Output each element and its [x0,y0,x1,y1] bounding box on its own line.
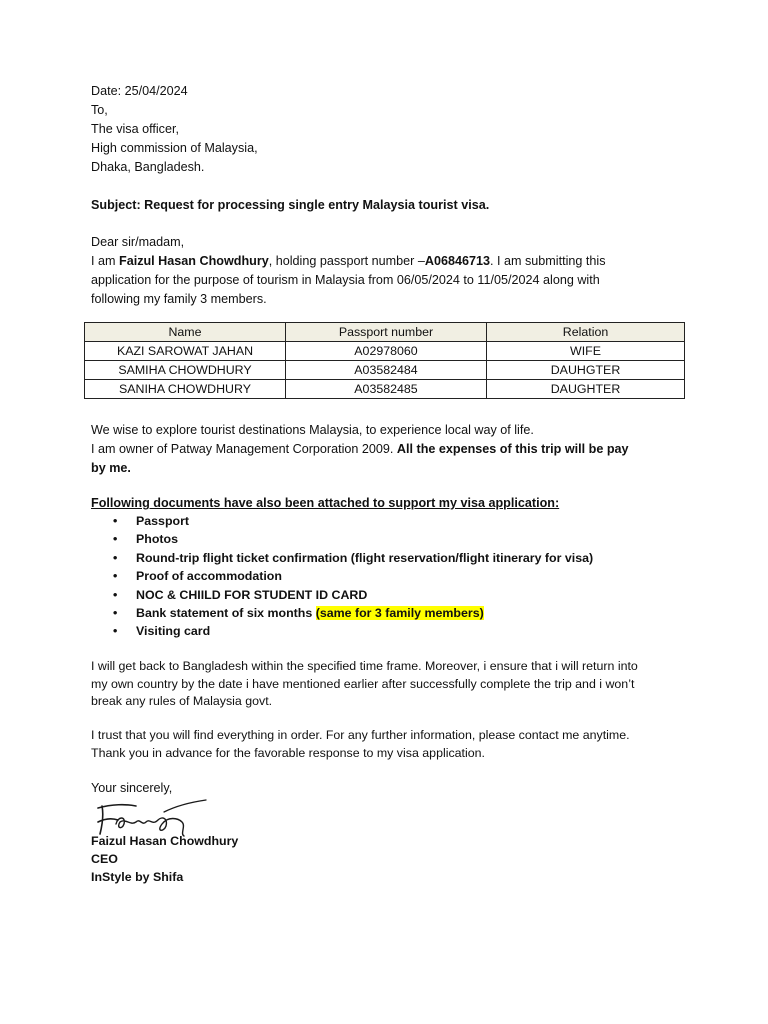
applicant-name: Faizul Hasan Chowdhury [119,254,269,268]
header-name: Name [85,323,286,342]
letter-date: Date: 25/04/2024 [91,84,188,98]
letter-to: To, [91,103,108,117]
highlighted-note: (same for 3 family members) [315,606,484,621]
list-item [91,604,711,622]
expenses-statement: All the expenses of this trip will be pay [396,442,629,456]
list-item [91,586,711,604]
member-passport: A03582484 [286,361,487,380]
bullet-icon: • [113,606,118,621]
bullet-icon: • [113,569,118,584]
header-relation: Relation [487,323,685,342]
bullet-icon: • [113,550,118,565]
signer-name: Faizul Hasan Chowdhury [91,834,239,848]
documents-heading-text: Following documents have also been attached to support my visa application: [91,496,560,510]
documents-heading [91,494,691,513]
closing-paragraph [91,727,711,762]
purpose-line-3: by me. [91,461,131,475]
intro-line-1 [91,252,691,271]
purpose-text: I am owner of Patway Management Corporation 2009. [91,442,397,456]
family-members-table [84,322,685,399]
purpose-line-2 [91,440,711,459]
member-relation: WIFE [487,342,685,361]
document-label: Bank statement of six months [136,606,316,621]
list-item [91,530,711,548]
signoff-text: Your sincerely, [91,781,173,795]
member-name: SAMIHA CHOWDHURY [85,361,286,380]
return-line-2: my own country by the date i have mentioned earlier after successfully complete the trip and i won’t [91,676,635,691]
closing-line-1: I trust that you will find everything in order. For any further information, please contact me anytime. [91,728,630,742]
member-name: KAZI SAROWAT JAHAN [85,342,286,361]
signer-company: InStyle by Shifa [91,870,184,884]
subject-text: Subject: Request for processing single entry Malaysia tourist visa. [91,198,490,212]
list-item [91,549,711,567]
list-item [91,512,711,530]
signer-title: CEO [91,852,118,866]
intro-text: I am [91,254,119,268]
applicant-passport: A06846713 [424,254,491,268]
intro-paragraph [91,233,691,309]
document-label: Visiting card [136,624,211,639]
member-name: SANIHA CHOWDHURY [85,380,286,399]
member-passport: A03582485 [286,380,487,399]
intro-line-2: application for the purpose of tourism in Malaysia from 06/05/2024 to 11/05/2024 along with [91,273,600,287]
list-item [91,567,711,585]
intro-line-3: following my family 3 members. [91,292,267,306]
return-paragraph [91,658,711,711]
letter-header [91,82,691,177]
document-label: Proof of accommodation [136,569,282,584]
document-label: Round-trip flight ticket confirmation (flight reservation/flight itinerary for visa) [136,550,594,565]
salutation: Dear sir/madam, [91,235,185,249]
recipient-line-2: High commission of Malaysia, [91,141,258,155]
header-passport: Passport number [286,323,487,342]
document-label: NOC & CHIILD FOR STUDENT ID CARD [136,587,368,602]
return-line-1: I will get back to Bangladesh within the specified time frame. Moreover, i ensure that i will return into [91,659,638,673]
recipient-line-1: The visa officer, [91,122,179,136]
bullet-icon: • [113,514,118,528]
intro-text: , holding passport number – [268,254,425,268]
purpose-paragraph [91,421,711,478]
table-row [85,361,685,380]
purpose-line-1: We wise to explore tourist destinations Malaysia, to experience local way of life. [91,423,534,437]
document-label: Photos [136,532,178,547]
member-passport: A02978060 [286,342,487,361]
member-relation: DAUGHTER [487,380,685,399]
bullet-icon: • [113,532,118,547]
documents-list [91,512,711,641]
letter-subject [91,196,691,215]
table-header-row [85,323,685,342]
member-relation: DAUHGTER [487,361,685,380]
return-line-3: break any rules of Malaysia govt. [91,694,273,708]
list-item [91,622,711,640]
bullet-icon: • [113,624,118,639]
table-row [85,342,685,361]
intro-text: . I am submitting this [490,254,606,268]
closing-line-2: Thank you in advance for the favorable response to my visa application. [91,745,485,760]
signer-block [91,832,691,886]
recipient-line-3: Dhaka, Bangladesh. [91,160,205,174]
table-row [85,380,685,399]
bullet-icon: • [113,587,118,602]
document-label: Passport [136,514,190,528]
